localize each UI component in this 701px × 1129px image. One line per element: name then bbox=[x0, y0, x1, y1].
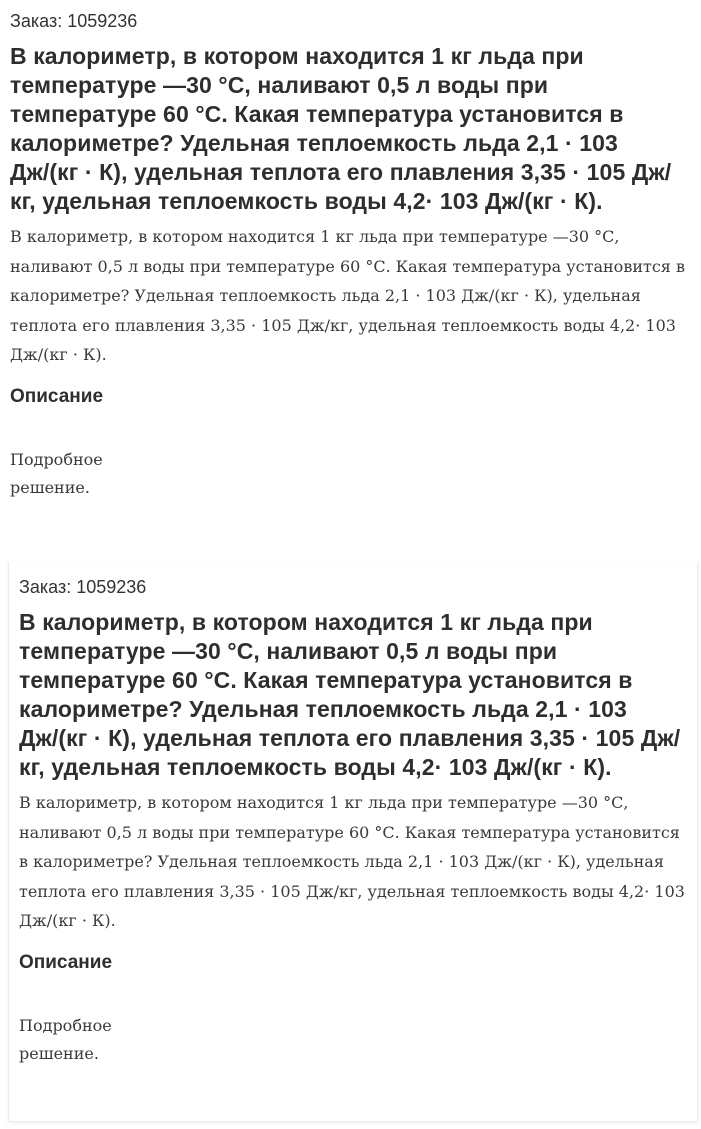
order-card bbox=[0, 0, 701, 560]
order-number: Заказ: 1059236 bbox=[10, 11, 138, 31]
problem-text: В калориметр, в котором находится 1 кг льда при температуре —30 °С, наливают 0,5 л воды при температуре 60 °С. Какая температура установится в калориметре? Удельная теплоемкость льда 2,1 · 103 Дж/(кг · К), удельная теплота его плавления 3,35 · 105 Дж/кг, удельная теплоемкость воды 4,2· 103 Дж/(кг · К). bbox=[10, 227, 685, 364]
problem-text: В калориметр, в котором находится 1 кг льда при температуре —30 °С, наливают 0,5 л воды при температуре 60 °С. Какая температура установится в калориметре? Удельная теплоемкость льда 2,1 · 103 Дж/(кг · К), удельная теплота его плавления 3,35 · 105 Дж/кг, удельная теплоемкость воды 4,2· 103 Дж/(кг · К). bbox=[19, 793, 685, 930]
order-number: Заказ: 1059236 bbox=[19, 577, 147, 597]
problem-title: В калориметр, в котором находится 1 кг льда при температуре —30 °С, наливают 0,5 л воды при температуре 60 °С. Какая температура установится в калориметре? Удельная теплоемкость льда 2,1 · 103 Дж/(кг · К), удельная теплота его плавления 3,35 · 105 Дж/кг, удельная теплоемкость воды 4,2· 103 Дж/(кг · К). bbox=[19, 609, 681, 780]
description-heading: Описание bbox=[10, 385, 104, 407]
order-card bbox=[8, 562, 698, 1122]
description-heading: Описание bbox=[19, 951, 113, 973]
description-text: Подробное решение. bbox=[19, 1015, 112, 1063]
description-text: Подробное решение. bbox=[10, 449, 103, 497]
problem-title: В калориметр, в котором находится 1 кг льда при температуре —30 °С, наливают 0,5 л воды при температуре 60 °С. Какая температура установится в калориметре? Удельная теплоемкость льда 2,1 · 103 Дж/(кг · К), удельная теплота его плавления 3,35 · 105 Дж/кг, удельная теплоемкость воды 4,2· 103 Дж/(кг · К). bbox=[10, 43, 672, 214]
